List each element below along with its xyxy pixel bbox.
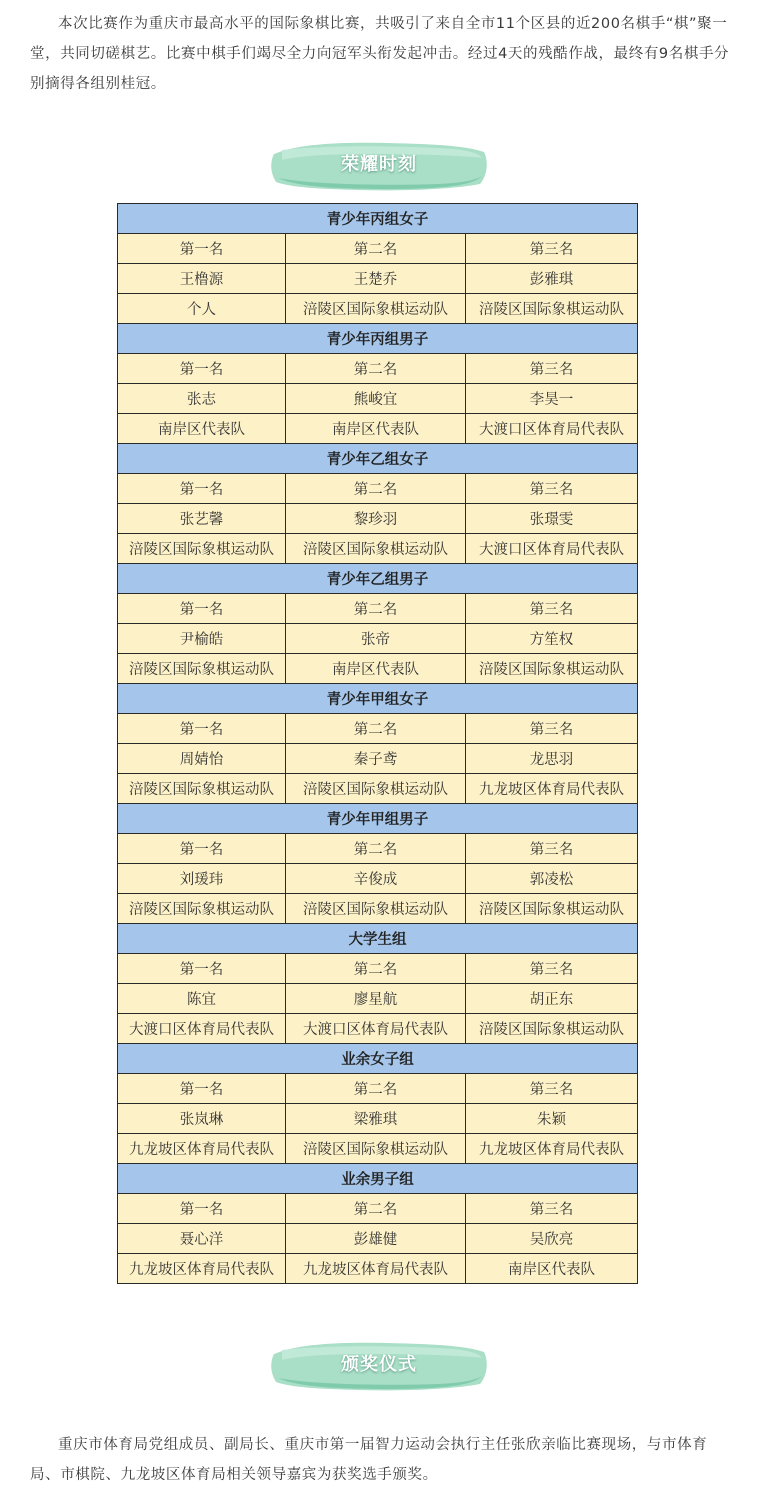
winner-name-cell: 梁雅琪 [286,1104,466,1134]
group-header-row [118,1164,638,1194]
rank-cell: 第三名 [466,234,638,264]
winner-name-row [118,984,638,1014]
group-title: 青少年丙组男子 [118,324,638,354]
honor-banner-label: 荣耀时刻 [341,154,417,175]
winner-name-row [118,1104,638,1134]
rank-cell: 第二名 [286,1074,466,1104]
team-row [118,294,638,324]
results-table-body [118,204,638,1284]
group-header-row [118,804,638,834]
winner-name-cell: 李昊一 [466,384,638,414]
team-row [118,894,638,924]
ceremony-banner [268,1336,490,1396]
team-cell: 南岸区代表队 [466,1254,638,1284]
rank-cell: 第一名 [118,354,286,384]
winner-name-cell: 秦子鸢 [286,744,466,774]
rank-row [118,1194,638,1224]
rank-cell: 第二名 [286,954,466,984]
group-title: 大学生组 [118,924,638,954]
team-cell: 九龙坡区体育局代表队 [466,774,638,804]
rank-cell: 第一名 [118,1074,286,1104]
rank-cell: 第三名 [466,1194,638,1224]
team-cell: 九龙坡区体育局代表队 [466,1134,638,1164]
winner-name-row [118,384,638,414]
winner-name-cell: 方笙权 [466,624,638,654]
winner-name-cell: 彭雅琪 [466,264,638,294]
rank-row [118,474,638,504]
team-cell: 涪陵区国际象棋运动队 [286,774,466,804]
team-cell: 涪陵区国际象棋运动队 [466,1014,638,1044]
group-header-row [118,1044,638,1074]
winner-name-row [118,1224,638,1254]
rank-cell: 第一名 [118,234,286,264]
rank-cell: 第二名 [286,834,466,864]
rank-cell: 第一名 [118,1194,286,1224]
team-cell: 涪陵区国际象棋运动队 [118,654,286,684]
winner-name-cell: 刘瑗玮 [118,864,286,894]
group-title: 青少年乙组女子 [118,444,638,474]
winner-name-cell: 王楚乔 [286,264,466,294]
team-cell: 涪陵区国际象棋运动队 [286,294,466,324]
rank-cell: 第二名 [286,354,466,384]
rank-row [118,354,638,384]
honor-banner [268,136,490,196]
winner-name-cell: 张艺馨 [118,504,286,534]
team-cell: 大渡口区体育局代表队 [286,1014,466,1044]
results-table [117,203,638,1284]
team-cell: 涪陵区国际象棋运动队 [118,894,286,924]
winner-name-cell: 张志 [118,384,286,414]
group-header-row [118,684,638,714]
team-cell: 大渡口区体育局代表队 [118,1014,286,1044]
team-cell: 涪陵区国际象棋运动队 [286,534,466,564]
team-cell: 涪陵区国际象棋运动队 [466,294,638,324]
rank-cell: 第一名 [118,714,286,744]
intro-text: 本次比赛作为重庆市最高水平的国际象棋比赛，共吸引了来自全市11个区县的近200名棋手“棋”聚一堂，共同切磋棋艺。比赛中棋手们竭尽全力向冠军头衔发起冲击。经过4天的残酷作战，最终有9名棋手分别摘得各组别桂冠。 [30,16,730,92]
rank-cell: 第一名 [118,954,286,984]
team-cell: 大渡口区体育局代表队 [466,534,638,564]
team-cell: 九龙坡区体育局代表队 [286,1254,466,1284]
group-title: 青少年乙组男子 [118,564,638,594]
winner-name-cell: 周婧怡 [118,744,286,774]
group-header-row [118,444,638,474]
winner-name-cell: 辛俊成 [286,864,466,894]
rank-cell: 第三名 [466,954,638,984]
winner-name-row [118,624,638,654]
winner-name-cell: 郭凌松 [466,864,638,894]
team-cell: 个人 [118,294,286,324]
winner-name-row [118,264,638,294]
group-title: 业余男子组 [118,1164,638,1194]
rank-cell: 第二名 [286,594,466,624]
rank-cell: 第二名 [286,714,466,744]
rank-row [118,234,638,264]
team-row [118,414,638,444]
team-cell: 涪陵区国际象棋运动队 [286,894,466,924]
team-row [118,654,638,684]
rank-cell: 第一名 [118,594,286,624]
winner-name-cell: 朱颖 [466,1104,638,1134]
team-cell: 涪陵区国际象棋运动队 [286,1134,466,1164]
ceremony-banner-label: 颁奖仪式 [341,1354,417,1375]
rank-cell: 第三名 [466,834,638,864]
group-title: 业余女子组 [118,1044,638,1074]
group-title: 青少年丙组女子 [118,204,638,234]
rank-cell: 第三名 [466,594,638,624]
rank-row [118,954,638,984]
rank-cell: 第二名 [286,1194,466,1224]
team-cell: 涪陵区国际象棋运动队 [466,894,638,924]
team-cell: 南岸区代表队 [286,414,466,444]
winner-name-cell: 熊峻宜 [286,384,466,414]
rank-cell: 第一名 [118,474,286,504]
team-cell: 大渡口区体育局代表队 [466,414,638,444]
team-row [118,534,638,564]
rank-cell: 第一名 [118,834,286,864]
rank-cell: 第三名 [466,1074,638,1104]
winner-name-cell: 张帝 [286,624,466,654]
winner-name-cell: 尹榆皓 [118,624,286,654]
winner-name-cell: 张岚琳 [118,1104,286,1134]
group-header-row [118,204,638,234]
winner-name-row [118,504,638,534]
rank-row [118,1074,638,1104]
team-cell: 涪陵区国际象棋运动队 [118,774,286,804]
winner-name-row [118,744,638,774]
rank-cell: 第三名 [466,354,638,384]
team-row [118,774,638,804]
winner-name-cell: 陈宜 [118,984,286,1014]
winner-name-cell: 胡正东 [466,984,638,1014]
group-title: 青少年甲组男子 [118,804,638,834]
intro-paragraph [30,9,730,99]
outro-paragraph [30,1430,730,1490]
rank-row [118,834,638,864]
team-cell: 南岸区代表队 [118,414,286,444]
winner-name-cell: 廖星航 [286,984,466,1014]
team-cell: 涪陵区国际象棋运动队 [466,654,638,684]
team-cell: 九龙坡区体育局代表队 [118,1254,286,1284]
winner-name-cell: 聂心洋 [118,1224,286,1254]
group-title: 青少年甲组女子 [118,684,638,714]
rank-cell: 第三名 [466,714,638,744]
rank-cell: 第二名 [286,234,466,264]
winner-name-row [118,864,638,894]
outro-text: 重庆市体育局党组成员、副局长、重庆市第一届智力运动会执行主任张欣亲临比赛现场，与市体育局、市棋院、九龙坡区体育局相关领导嘉宾为获奖选手颁奖。 [30,1437,708,1483]
winner-name-cell: 张璟雯 [466,504,638,534]
team-row [118,1254,638,1284]
rank-cell: 第三名 [466,474,638,504]
team-row [118,1134,638,1164]
group-header-row [118,564,638,594]
winner-name-cell: 龙思羽 [466,744,638,774]
rank-row [118,594,638,624]
rank-row [118,714,638,744]
team-cell: 南岸区代表队 [286,654,466,684]
team-cell: 涪陵区国际象棋运动队 [118,534,286,564]
winner-name-cell: 黎珍羽 [286,504,466,534]
team-cell: 九龙坡区体育局代表队 [118,1134,286,1164]
winner-name-cell: 王橹源 [118,264,286,294]
group-header-row [118,924,638,954]
rank-cell: 第二名 [286,474,466,504]
team-row [118,1014,638,1044]
winner-name-cell: 吴欣亮 [466,1224,638,1254]
winner-name-cell: 彭雄健 [286,1224,466,1254]
group-header-row [118,324,638,354]
